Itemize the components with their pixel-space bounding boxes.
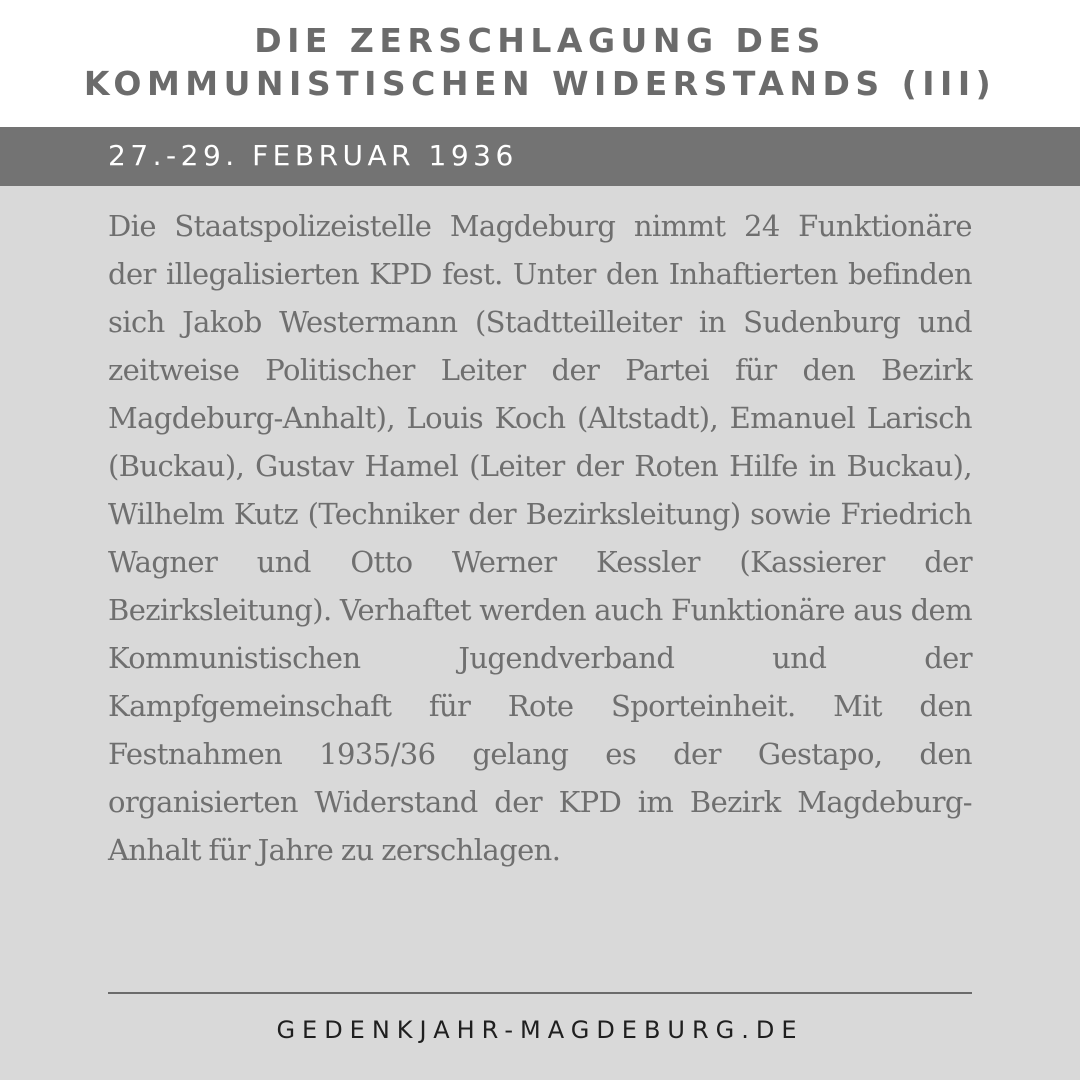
date-label: 27.-29. FEBRUAR 1936	[108, 139, 518, 172]
header	[0, 0, 1080, 127]
page-title-line-1: DIE ZERSCHLAGUNG DES	[254, 21, 826, 60]
footer-divider	[108, 992, 972, 994]
article-text: Die Staatspolizeistelle Magdeburg nimmt 24 Funktionäre der illegalisierten KPD fest. Unter den Inhaftierten befinden sich Jakob Westermann (Stadtteilleiter in Sudenburg und zeitweise Politischer Leiter der Partei für den Bezirk Magdeburg-Anhalt), Louis Koch (Altstadt), Emanuel Larisch (Buckau), Gustav Hamel (Leiter der Roten Hilfe in Buckau), Wilhelm Kutz (Techniker der Bezirksleitung) sowie Friedrich Wagner und Otto Werner Kessler (Kassierer der Bezirksleitung). Verhaftet werden auch Funktionäre aus dem Kommunistischen Jugendverband und der Kampfgemeinschaft für Rote Sporteinheit. Mit den Festnahmen 1935/36 gelang es der Gestapo, den organisierten Widerstand der KPD im Bezirk Magdeburg-Anhalt für Jahre zu zerschlagen.	[108, 209, 972, 867]
footer-website-link[interactable]: GEDENKJAHR-MAGDEBURG.DE	[276, 1016, 804, 1044]
page-title-line-2: KOMMUNISTISCHEN WIDERSTANDS (III)	[83, 64, 997, 103]
date-band	[0, 127, 1080, 186]
